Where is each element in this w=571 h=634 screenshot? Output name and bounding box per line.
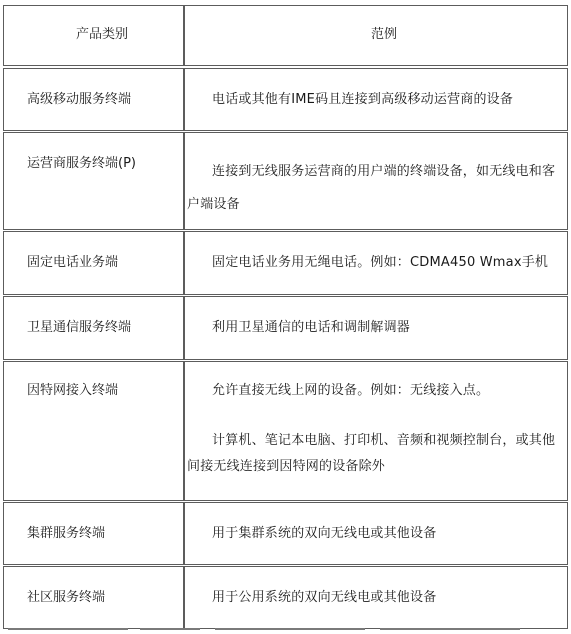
table-row-category bbox=[3, 296, 184, 360]
header-example-label: 范例 bbox=[371, 27, 398, 42]
header-cell-category bbox=[3, 5, 184, 66]
header-category-label: 产品类别 bbox=[76, 27, 129, 42]
table-row-category bbox=[3, 231, 184, 295]
example-text: 用于集群系统的双向无线电或其他设备 bbox=[212, 526, 437, 541]
category-label: 固定电话业务端 bbox=[27, 255, 119, 270]
table-row-category bbox=[3, 502, 184, 565]
category-label: 集群服务终端 bbox=[27, 526, 106, 541]
example-text: 电话或其他有IME码且连接到高级移动运营商的设备 bbox=[212, 92, 514, 107]
table-row-example bbox=[184, 296, 568, 360]
table-row-category bbox=[3, 132, 184, 230]
table-row-category bbox=[3, 68, 184, 131]
table-row-example bbox=[184, 502, 568, 565]
category-label: 因特网接入终端 bbox=[27, 383, 119, 398]
example-text-exclusion: 计算机、笔记本电脑、打印机、音频和视频控制台，或其他间接无线连接到因特网的设备除外 bbox=[187, 433, 556, 474]
category-label: 运营商服务终端(P) bbox=[27, 156, 136, 171]
table-row-example bbox=[184, 68, 568, 131]
category-label: 卫星通信服务终端 bbox=[27, 320, 132, 335]
table-row-example bbox=[184, 566, 568, 629]
table-row-example bbox=[184, 132, 568, 230]
table-row-example bbox=[184, 361, 568, 501]
cropped-next-row-edge bbox=[0, 626, 571, 634]
example-text: 利用卫星通信的电话和调制解调器 bbox=[212, 320, 411, 335]
example-text: 用于公用系统的双向无线电或其他设备 bbox=[212, 590, 437, 605]
table-row-category bbox=[3, 566, 184, 629]
table-row-example bbox=[184, 231, 568, 295]
category-label: 社区服务终端 bbox=[27, 590, 106, 605]
category-label: 高级移动服务终端 bbox=[27, 92, 132, 107]
example-text: 固定电话业务用无绳电话。例如：CDMA450 Wmax手机 bbox=[212, 255, 549, 270]
example-text: 允许直接无线上网的设备。例如：无线接入点。 bbox=[212, 383, 490, 398]
header-cell-example bbox=[184, 5, 568, 66]
table-row-category bbox=[3, 361, 184, 501]
example-text: 连接到无线服务运营商的用户端的终端设备，如无线电和客户端设备 bbox=[187, 164, 556, 212]
